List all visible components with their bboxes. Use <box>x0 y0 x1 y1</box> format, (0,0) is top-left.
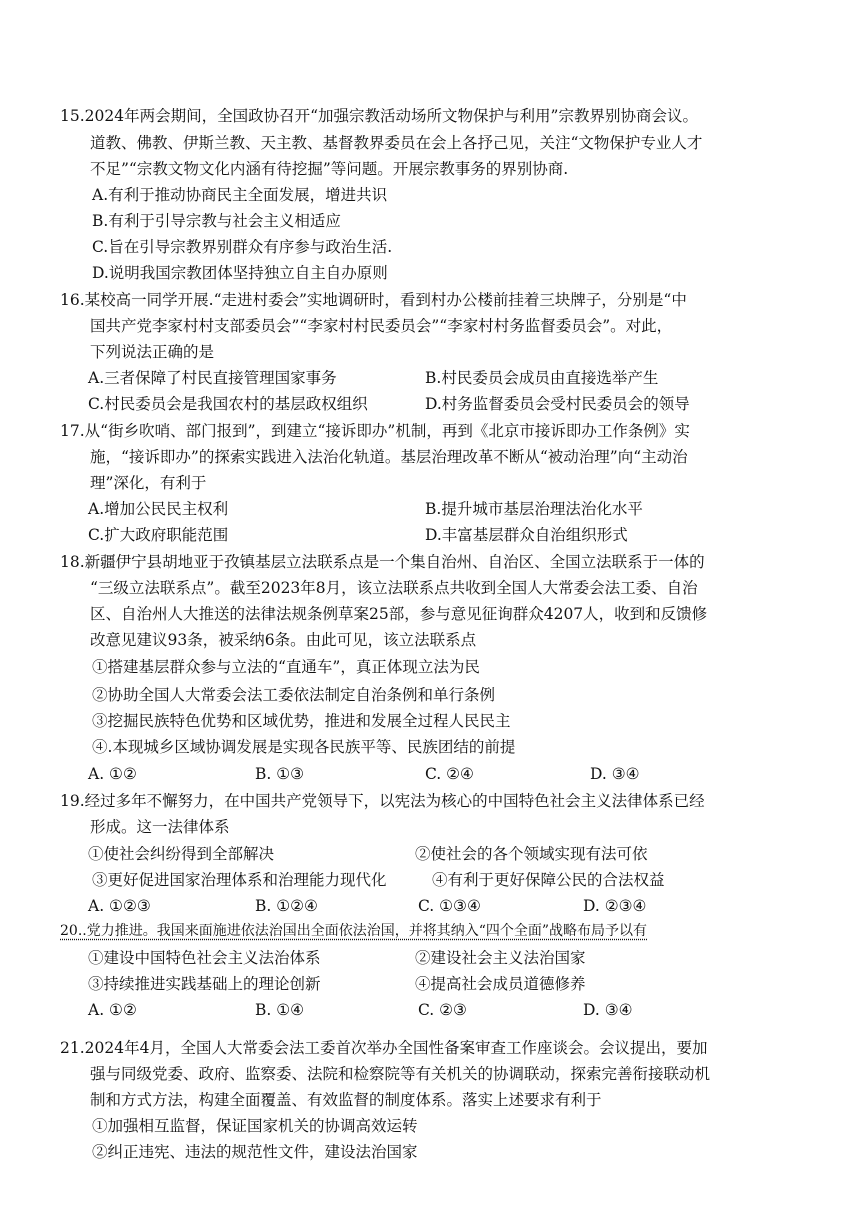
q18-choice-c: C. ②④ <box>425 765 474 783</box>
q20-item-1: ①建设中国特色社会主义法治体系 <box>88 949 321 967</box>
q16-stem-line-1: 16.某校高一同学开展.“走进村委会”实地调研时，看到村办公楼前挂着三块牌子，分别是“中 <box>60 291 687 309</box>
q21-stem-line-3: 制和方式方法，构建全面覆盖、有效监督的制度体系。落实上述要求有利于 <box>90 1091 602 1109</box>
q17-option-d: D.丰富基层群众自治组织形式 <box>425 526 628 544</box>
q18-stem-line-4: 改意见建议93条，被采纳6条。由此可见，该立法联系点 <box>90 631 477 649</box>
q19-choice-c: C. ①③④ <box>418 897 481 915</box>
q18-item-1: ①搭建基层群众参与立法的“直通车”，真正体现立法为民 <box>92 658 480 676</box>
q15-option-b: B.有利于引导宗教与社会主义相适应 <box>92 212 341 230</box>
q16-option-a: A.三者保障了村民直接管理国家事务 <box>88 369 337 387</box>
q16-stem-line-3: 下列说法正确的是 <box>90 343 215 361</box>
q21-stem-line-2: 强与同级党委、政府、监察委、法院和检察院等有关机关的协调联动，探索完善衔接联动机 <box>90 1065 711 1083</box>
q20-item-4: ④提高社会成员道德修养 <box>415 975 586 993</box>
q17-option-c: C.扩大政府职能范围 <box>88 526 229 544</box>
q19-choice-d: D. ②③④ <box>583 897 647 915</box>
q15-stem-line-2: 道教、佛教、伊斯兰教、天主教、基督教界委员在会上各抒己见，关注“文物保护专业人才 <box>90 134 703 152</box>
q20-choice-b: B. ①④ <box>255 1001 305 1019</box>
q18-item-3: ③挖掘民族特色优势和区域优势，推进和发展全过程人民民主 <box>92 712 511 730</box>
q21-item-1: ①加强相互监督，保证国家机关的协调高效运转 <box>92 1117 418 1135</box>
q19-choice-a: A. ①②③ <box>88 897 151 915</box>
q18-stem-line-3: 区、自治州人大推送的法律法规条例草案25部，参与意见征询群众4207人，收到和反馈修 <box>90 605 708 623</box>
q21-item-2: ②纠正违宪、违法的规范性文件，建设法治国家 <box>92 1143 418 1161</box>
q15-option-c: C.旨在引导宗教界别群众有序参与政治生活. <box>92 238 393 256</box>
q18-stem-line-1: 18.新疆伊宁县胡地亚于孜镇基层立法联系点是一个集自治州、自治区、全国立法联系于一体的 <box>60 553 705 571</box>
q18-choice-a: A. ①② <box>88 765 137 783</box>
q19-item-3: ③更好促进国家治理体系和治理能力现代化 <box>92 871 387 889</box>
q21-stem-line-1: 21.2024年4月，全国人大常委会法工委首次举办全国性备案审查工作座谈会。会议提出，要加 <box>60 1039 708 1057</box>
q18-choice-b: B. ①③ <box>255 765 305 783</box>
q18-item-4: ④.本现城乡区域协调发展是实现各民族平等、民族团结的前提 <box>92 738 516 756</box>
q15-stem-line-3: 不足”“宗教文物文化内涵有待挖掘”等问题。开展宗教事务的界别协商. <box>90 160 569 178</box>
q16-option-b: B.村民委员会成员由直接选举产生 <box>425 369 659 387</box>
q15-option-a: A.有利于推动协商民主全面发展，增进共识 <box>92 186 388 204</box>
q17-option-b: B.提升城市基层治理法治化水平 <box>425 500 643 518</box>
q15-stem-line-1: 15.2024年两会期间，全国政协召开“加强宗教活动场所文物保护与利用”宗教界别协商会议。 <box>60 107 698 125</box>
q19-stem-line-1: 19.经过多年不懈努力，在中国共产党领导下，以宪法为核心的中国特色社会主义法律体系已经 <box>60 792 705 810</box>
q19-item-4: ④有利于更好保障公民的合法权益 <box>432 871 665 889</box>
q20-choice-a: A. ①② <box>88 1001 137 1019</box>
q19-stem-line-2: 形成。这一法律体系 <box>90 818 230 836</box>
q16-option-c: C.村民委员会是我国农村的基层政权组织 <box>88 395 368 413</box>
q15-option-d: D.说明我国宗教团体坚持独立自主自办原则 <box>92 264 388 282</box>
q20-item-2: ②建设社会主义法治国家 <box>415 949 586 967</box>
q18-item-2: ②协助全国人大常委会法工委依法制定自治条例和单行条例 <box>92 686 496 704</box>
q18-choice-d: D. ③④ <box>590 765 640 783</box>
q17-stem-line-2: 施，“接诉即办”的探索实践进入法治化轨道。基层治理改革不断从“被动治理”向“主动治 <box>90 448 688 466</box>
q18-stem-line-2: “三级立法联系点”。截至2023年8月，该立法联系点共收到全国人大常委会法工委、自治 <box>90 579 698 597</box>
q20-choice-c: C. ②③ <box>418 1001 467 1019</box>
q19-item-2: ②使社会的各个领域实现有法可依 <box>415 845 648 863</box>
q16-stem-line-2: 国共产党李家村村支部委员会”“李家村村民委员会”“李家村村务监督委员会”。对此， <box>90 317 673 335</box>
q17-stem-line-1: 17.从“街乡吹哨、部门报到”，到建立“接诉即办”机制，再到《北京市接诉即办工作条例》实 <box>60 422 690 440</box>
q16-option-d: D.村务监督委员会受村民委员会的领导 <box>425 395 690 413</box>
q19-item-1: ①使社会纠纷得到全部解决 <box>88 845 275 863</box>
q20-choice-d: D. ③④ <box>583 1001 633 1019</box>
q17-option-a: A.增加公民民主权利 <box>88 500 229 518</box>
q19-choice-b: B. ①②④ <box>255 897 318 915</box>
q20-item-3: ③持续推进实践基础上的理论创新 <box>88 975 321 993</box>
q17-stem-line-3: 理”深化，有利于 <box>90 474 207 492</box>
q20-stem-line-1: 20..党力推进。我国来面施进依法治国出全面依法治国，并将其纳入“四个全面”战略布局予以有 <box>60 923 648 939</box>
